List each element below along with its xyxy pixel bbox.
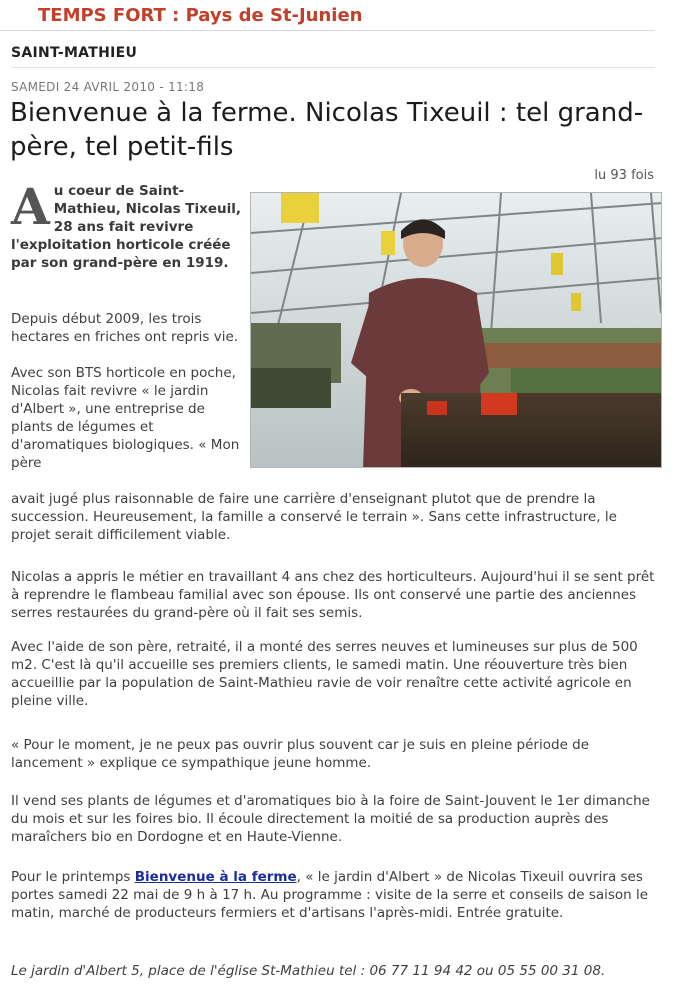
paragraph: Depuis début 2009, les trois hectares en friches ont repris vie. [11,311,239,345]
bienvenue-ferme-link[interactable]: Bienvenue à la ferme [134,869,297,885]
article-dateline: SAMEDI 24 AVRIL 2010 - 11:18 [11,80,205,94]
lead-text: u coeur de Saint-Mathieu, Nicolas Tixeuil, 28 ans fait revivre l'exploitation horticole créée par son grand-père en 1919. [11,183,241,271]
paragraph-text: Pour le printemps [11,869,135,885]
paragraph [11,868,659,922]
paragraph: Il vend ses plants de légumes et d'aromatiques bio à la foire de Saint-Jouvent le 1er dimanche du mois et sur les foires bio. Il écoule directement la moitié de sa production auprès des maraîchers bio en Dordogne et en Haute-Vienne. [11,793,650,845]
article-headline: Bienvenue à la ferme. Nicolas Tixeuil : tel grand-père, tel petit-fils [10,98,644,162]
contact-info: Le jardin d'Albert 5, place de l'église St-Mathieu tel : 06 77 11 94 42 ou 05 55 00 31 08. [11,963,606,979]
paragraph: Avec son BTS horticole en poche, Nicolas fait revivre « le jardin d'Albert », une entreprise de plants de légumes et d'aromatiques biologiques. « Mon père [11,365,240,471]
paragraph: avait jugé plus raisonnable de faire une carrière d'enseignant plutot que de prendre la succession. Heureusement, la famille a conservé le terrain ». Sans cette infrastructure, le projet serait difficilement viable. [11,491,617,543]
article-column [11,310,243,472]
article-lead [11,177,246,272]
paragraph: Avec l'aide de son père, retraité, il a monté des serres neuves et lumineuses sur plus de 500 m2. C'est là qu'il accueille ses premiers clients, le samedi matin. Une réouverture très bien accueillie par la population de Saint-Mathieu ravie de voir renaître cette activité agricole en pleine ville. [11,639,638,709]
section-title[interactable]: TEMPS FORT : Pays de St-Junien [38,5,363,26]
paragraph-text: , « le jardin d'Albert » de Nicolas Tixeuil ouvrira ses portes samedi 22 mai de 9 h à 17 h. Au programme : visite de la serre et conseils de saison le matin, marché de producteurs fermiers et d'artisans l'après-midi. Entrée gratuite. [11,869,649,921]
paragraph: « Pour le moment, je ne peux pas ouvrir plus souvent car je suis en pleine période de lancement » explique ce sympathique jeune homme. [11,737,590,771]
article-location: SAINT-MATHIEU [11,45,138,61]
read-count: lu 93 fois [594,168,654,183]
paragraph: Nicolas a appris le métier en travaillant 4 ans chez des horticulteurs. Aujourd'hui il se sent prêt à reprendre le flambeau familial avec son épouse. Ils ont conservé une partie des anciennes serres restaurées du grand-père où il fait ses semis. [11,569,655,621]
article-photo [250,192,662,468]
section-header [0,0,655,31]
divider [11,67,655,68]
drop-cap: A [11,177,50,236]
